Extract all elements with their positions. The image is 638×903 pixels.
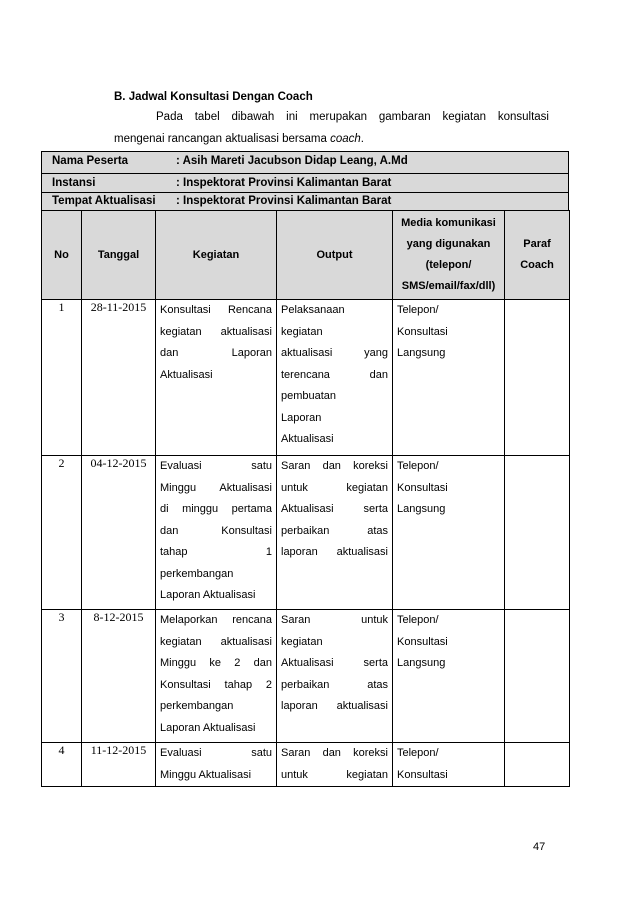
cell-line: untuk kegiatan [281,768,388,781]
table-row [42,456,570,610]
cell-output [277,610,393,743]
cell-media [393,300,505,456]
cell-line: laporan aktualisasi [281,700,388,712]
cell-line: Konsultasi [397,325,448,338]
cell-line: Saran dan koreksi [281,747,388,759]
header-output: Output [277,211,393,300]
cell-no: 4 [42,743,82,787]
cell-line: kegiatan [281,635,323,648]
schedule-table [41,210,570,787]
cell-kegiatan [156,300,277,456]
header-paraf [505,211,570,300]
cell-media [393,610,505,743]
cell-line: aktualisasi yang [281,347,388,359]
cell-line: Aktualisasi serta [281,503,388,515]
cell-line: Minggu Aktualisasi [160,481,272,494]
cell-line: Konsultasi tahap 2 [160,678,272,691]
cell-line: Telepon/ [397,304,439,316]
cell-paraf [505,610,570,743]
cell-line: Konsultasi [397,768,448,781]
cell-line: Evaluasi satu [160,460,272,472]
cell-line: Saran dan koreksi [281,460,388,472]
header-media [393,211,505,300]
cell-line: kegiatan aktualisasi [160,325,272,338]
cell-line: Aktualisasi [160,368,213,381]
cell-line: dan Laporan [160,347,272,359]
cell-line: dan Konsultasi [160,524,272,537]
cell-line: kegiatan aktualisasi [160,635,272,648]
cell-line: tahap 1 [160,546,272,558]
info-label-instansi: Instansi [52,177,96,189]
cell-tanggal: 28-11-2015 [82,300,156,456]
info-label-tempat: Tempat Aktualisasi [52,195,156,207]
header-media-line: SMS/email/fax/dll) [401,280,496,292]
header-media-line: yang digunakan [406,238,491,250]
cell-kegiatan [156,743,277,787]
table-row [42,743,570,787]
header-kegiatan: Kegiatan [156,211,277,300]
cell-line: Melaporkan rencana [160,614,272,626]
header-no: No [42,211,82,300]
cell-no: 3 [42,610,82,743]
cell-line: terencana dan [281,368,388,381]
cell-line: perkembangan [160,567,234,580]
cell-line: Langsung [397,347,446,359]
cell-line: untuk kegiatan [281,481,388,494]
cell-line: Telepon/ [397,614,439,626]
intro-text-suffix: . [360,133,364,145]
cell-line: Minggu Aktualisasi [160,768,252,781]
cell-line: perbaikan atas [281,678,388,691]
cell-line: Saran untuk [281,614,388,626]
cell-line: Evaluasi satu [160,747,272,759]
info-value-nama: : Asih Mareti Jacubson Didap Leang, A.Md [176,155,408,167]
cell-paraf [505,456,570,610]
cell-paraf [505,300,570,456]
header-media-line: (telepon/ [425,259,472,271]
cell-line: perbaikan atas [281,524,388,537]
cell-line: pembuatan [281,390,337,402]
cell-kegiatan [156,456,277,610]
intro-text-line1: Pada tabel dibawah ini merupakan gambaran kegiatan konsultasi [156,111,549,123]
table-row [42,610,570,743]
cell-tanggal: 11-12-2015 [82,743,156,787]
cell-output [277,300,393,456]
cell-output [277,743,393,787]
cell-line: Konsultasi Rencana [160,304,272,316]
cell-no: 2 [42,456,82,610]
cell-kegiatan [156,610,277,743]
cell-tanggal: 04-12-2015 [82,456,156,610]
intro-text-prefix: mengenai rancangan aktualisasi bersama [114,133,331,145]
cell-no: 1 [42,300,82,456]
table-header-row [42,211,570,300]
page-number: 47 [533,841,546,853]
intro-text-italic: coach [330,133,361,145]
header-media-line: Media komunikasi [401,217,496,229]
cell-line: Telepon/ [397,460,439,472]
cell-output [277,456,393,610]
cell-line: di minggu pertama [160,503,272,515]
info-value-instansi: : Inspektorat Provinsi Kalimantan Barat [176,177,392,189]
cell-line: laporan aktualisasi [281,546,388,558]
cell-line: Laporan [281,411,322,424]
info-row-nama [41,151,569,173]
cell-line: Laporan Aktualisasi [160,721,256,734]
header-paraf-line: Coach [520,259,554,271]
cell-line: Telepon/ [397,747,439,759]
cell-line: Laporan Aktualisasi [160,589,256,601]
cell-line: Langsung [397,657,446,669]
cell-media [393,456,505,610]
section-heading: B. Jadwal Konsultasi Dengan Coach [114,91,313,103]
cell-line: perkembangan [160,700,234,712]
cell-media [393,743,505,787]
info-value-tempat: : Inspektorat Provinsi Kalimantan Barat [176,195,392,207]
cell-line: Minggu ke 2 dan [160,657,272,669]
cell-line: Aktualisasi [281,433,334,445]
header-paraf-line: Paraf [523,238,551,250]
cell-line: kegiatan [281,325,323,338]
info-label-nama: Nama Peserta [52,155,129,167]
cell-line: Konsultasi [397,635,448,648]
cell-line: Langsung [397,503,446,515]
cell-line: Aktualisasi serta [281,657,388,669]
header-tanggal: Tanggal [82,211,156,300]
intro-text-line2 [114,133,364,145]
cell-line: Pelaksanaan [281,304,345,316]
cell-line: Konsultasi [397,481,448,494]
info-row-tempat [41,192,569,211]
cell-tanggal: 8-12-2015 [82,610,156,743]
table-row [42,300,570,456]
cell-paraf [505,743,570,787]
